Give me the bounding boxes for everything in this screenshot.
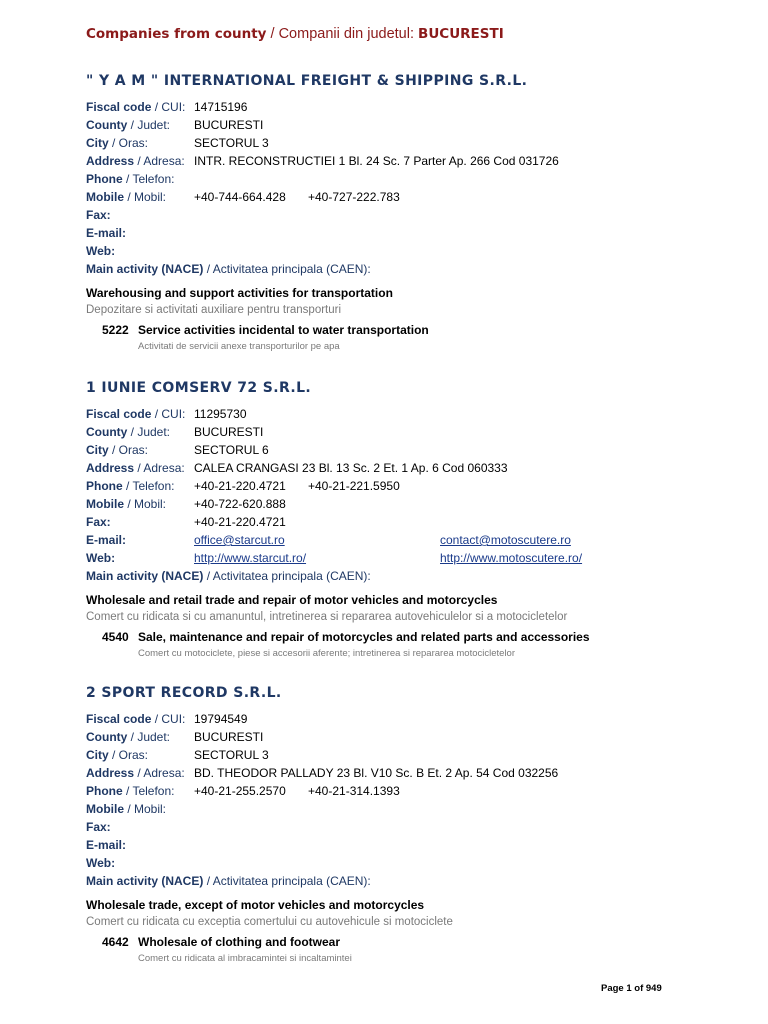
fax-label: Fax: [86,208,111,222]
email-link-1[interactable]: office@starcut.ro [194,533,285,547]
city-label: City / Oras: [86,136,149,150]
city-label: City / Oras: [86,748,149,762]
activity-title: Warehousing and support activities for transportation [86,286,393,300]
city-row [86,746,726,764]
header-sep: / [266,26,279,42]
email-row [86,836,726,854]
city-value: SECTORUL 3 [194,136,269,150]
address-value: CALEA CRANGASI 23 Bl. 13 Sc. 2 Et. 1 Ap. 6 Cod 060333 [194,461,508,475]
city-row [86,134,726,152]
email-label: E-mail: [86,533,127,547]
web-link-1[interactable]: http://www.starcut.ro/ [194,551,307,565]
activity-title-ro: Comert cu ridicata cu exceptia comertului cu autovehicule si motociclete [86,916,453,928]
fiscal-code-value: 19794549 [194,712,248,726]
county-label: County / Judet: [86,425,171,439]
phone-value-1: +40-21-255.2570 [194,784,286,798]
fiscal-code-label: Fiscal code / CUI: [86,407,186,421]
page-header [86,26,504,42]
main-activity-label: Main activity (NACE) / Activitatea principala (CAEN): [86,569,371,583]
sub-activity [86,628,726,646]
county-value: BUCURESTI [194,118,264,132]
web-label: Web: [86,551,116,565]
web-link-2[interactable]: http://www.motoscutere.ro/ [440,551,583,565]
email-link-2[interactable]: contact@motoscutere.ro [440,533,571,547]
sub-activity-ro: Activitati de servicii anexe transporturilor pe apa [138,341,340,352]
county-value: BUCURESTI [194,425,264,439]
company-name: 1 IUNIE COMSERV 72 S.R.L. [86,380,312,396]
mobile-label: Mobile / Mobil: [86,497,167,511]
activity-title: Wholesale trade, except of motor vehicles and motorcycles [86,898,425,912]
main-activity-label: Main activity (NACE) / Activitatea principala (CAEN): [86,262,371,276]
address-row [86,459,726,477]
header-county: BUCURESTI [418,26,504,42]
city-value: SECTORUL 6 [194,443,269,457]
mobile-row [86,495,726,513]
web-label: Web: [86,856,116,870]
phone-row [86,477,726,495]
main-activity-row [86,260,726,278]
fax-label: Fax: [86,820,111,834]
company-entry [86,70,726,355]
page-number: Page 1 of 949 [601,983,662,994]
mobile-row [86,800,726,818]
email-row [86,531,726,549]
address-label: Address / Adresa: [86,766,185,780]
county-row [86,728,726,746]
sub-activity-title: Service activities incidental to water transportation [138,323,429,337]
address-label: Address / Adresa: [86,154,185,168]
sub-activity-title: Sale, maintenance and repair of motorcycles and related parts and accessories [138,630,590,644]
address-value: BD. THEODOR PALLADY 23 Bl. V10 Sc. B Et. 2 Ap. 54 Cod 032256 [194,766,559,780]
fiscal-code-row [86,405,726,423]
city-label: City / Oras: [86,443,149,457]
phone-label: Phone / Telefon: [86,784,175,798]
fiscal-code-value: 14715196 [194,100,248,114]
web-label: Web: [86,244,116,258]
sub-activity-ro: Comert cu ridicata al imbracamintei si incaltamintei [138,953,352,964]
fax-row [86,818,726,836]
fiscal-code-label: Fiscal code / CUI: [86,712,186,726]
address-row [86,764,726,782]
main-activity-label: Main activity (NACE) / Activitatea principala (CAEN): [86,874,371,888]
mobile-value-1: +40-744-664.428 [194,190,286,204]
city-row [86,441,726,459]
city-value: SECTORUL 3 [194,748,269,762]
activity-title: Wholesale and retail trade and repair of motor vehicles and motorcycles [86,593,498,607]
county-row [86,423,726,441]
sub-activity-ro: Comert cu motociclete, piese si accesorii aferente; intretinerea si repararea motocicletelor [138,648,515,659]
web-row [86,854,726,872]
email-label: E-mail: [86,226,127,240]
company-name: 2 SPORT RECORD S.R.L. [86,685,282,701]
main-activity-row [86,567,726,585]
address-row [86,152,726,170]
phone-value-1: +40-21-220.4721 [194,479,286,493]
web-row [86,242,726,260]
county-row [86,116,726,134]
company-entry [86,682,726,967]
county-label: County / Judet: [86,118,171,132]
header-en: Companies from county [86,26,267,42]
mobile-value-2: +40-727-222.783 [308,190,400,204]
web-row [86,549,726,567]
sub-activity [86,933,726,951]
county-label: County / Judet: [86,730,171,744]
mobile-label: Mobile / Mobil: [86,802,167,816]
caen-code: 4540 [102,630,129,644]
company-name: " Y A M " INTERNATIONAL FREIGHT & SHIPPING S.R.L. [86,73,528,89]
phone-value-2: +40-21-221.5950 [308,479,400,493]
phone-label: Phone / Telefon: [86,479,175,493]
fax-row [86,513,726,531]
activity-title-ro: Comert cu ridicata si cu amanuntul, intretinerea si repararea autovehiculelor si a motocicletelor [86,611,568,623]
fiscal-code-row [86,98,726,116]
address-label: Address / Adresa: [86,461,185,475]
phone-value-2: +40-21-314.1393 [308,784,400,798]
sub-activity-title: Wholesale of clothing and footwear [138,935,341,949]
mobile-label: Mobile / Mobil: [86,190,167,204]
fiscal-code-row [86,710,726,728]
phone-label: Phone / Telefon: [86,172,175,186]
phone-row [86,782,726,800]
company-entry [86,377,726,662]
mobile-row [86,188,726,206]
mobile-value-1: +40-722-620.888 [194,497,286,511]
fax-value: +40-21-220.4721 [194,515,286,529]
header-ro: Companii din judetul: [278,26,419,42]
address-value: INTR. RECONSTRUCTIEI 1 Bl. 24 Sc. 7 Parter Ap. 266 Cod 031726 [194,154,559,168]
sub-activity [86,321,726,339]
fiscal-code-label: Fiscal code / CUI: [86,100,186,114]
caen-code: 5222 [102,323,129,337]
activity-title-ro: Depozitare si activitati auxiliare pentru transporturi [86,304,342,316]
email-label: E-mail: [86,838,127,852]
phone-row [86,170,726,188]
county-value: BUCURESTI [194,730,264,744]
fax-label: Fax: [86,515,111,529]
caen-code: 4642 [102,935,129,949]
fiscal-code-value: 11295730 [194,407,247,421]
main-activity-row [86,872,726,890]
email-row [86,224,726,242]
fax-row [86,206,726,224]
